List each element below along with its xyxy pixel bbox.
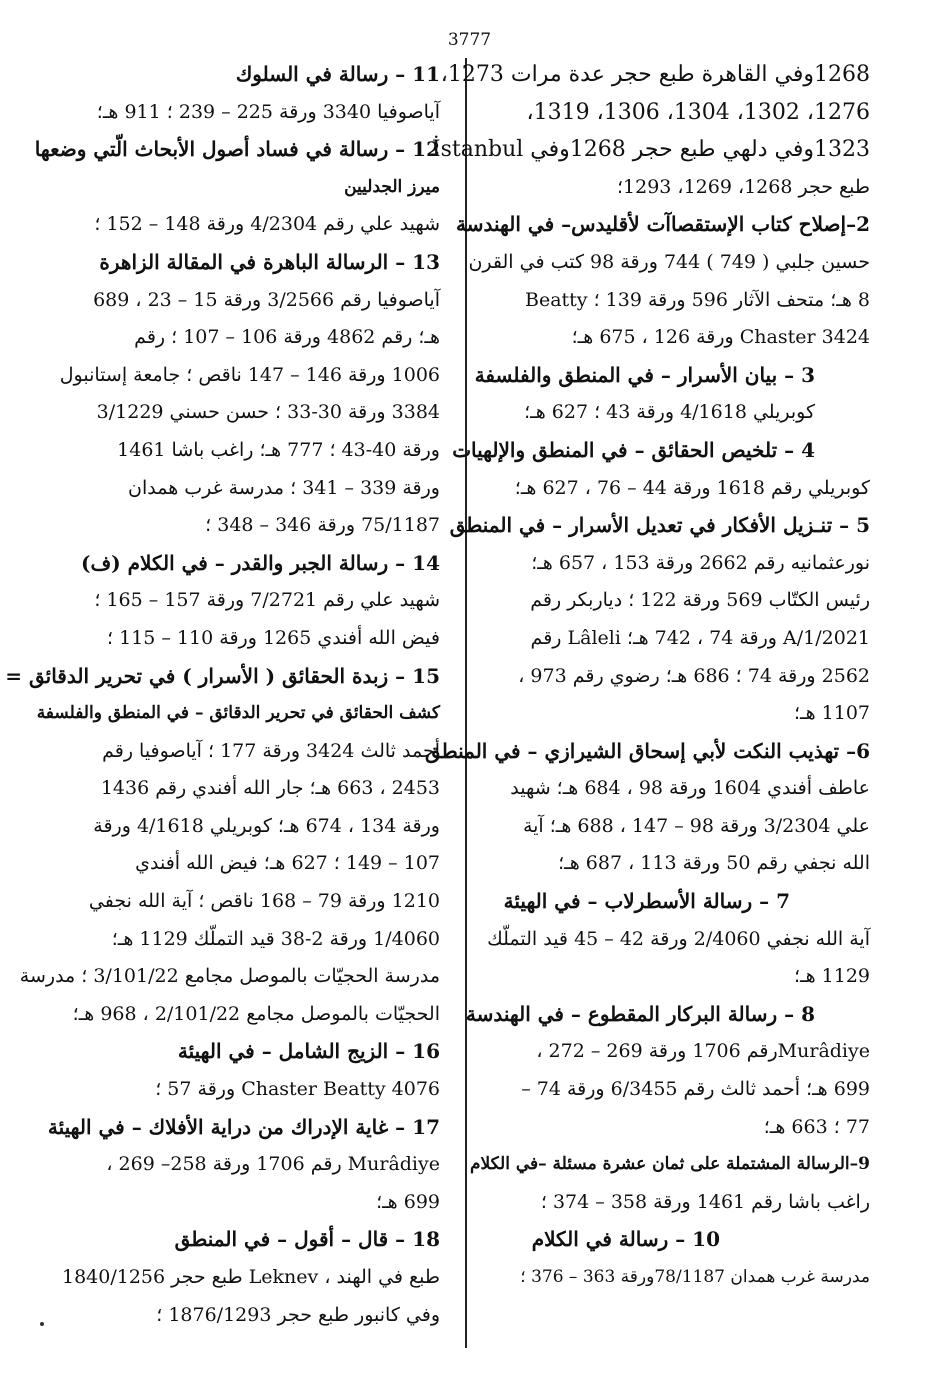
text-line: 1/4060 ورقة 2-38 قيد التملّك 1129 هـ؛: [111, 927, 440, 950]
text-line: Murâdiyeرقم 1706 ورقة 269 – 272 ،: [536, 1040, 870, 1063]
text-line: كوبريلي رقم 1618 ورقة 44 – 76 ، 627 هـ؛: [514, 476, 870, 499]
right-column: [425, 56, 870, 1297]
text-line: فيض الله أفندي 1265 ورقة 110 – 115 ؛: [107, 626, 440, 649]
text-line: 75/1187 ورقة 346 – 348 ؛: [205, 514, 440, 537]
text-line: 1006 ورقة 146 – 147 ناقص ؛ جامعة إستانبول: [59, 363, 440, 386]
text-line: 8 هـ؛ متحف الآثار 596 ورقة 139 ؛ Beatty: [525, 288, 870, 311]
text-line: 1107 هـ؛: [793, 702, 870, 725]
entry-heading: 11 – رسالة في السلوك: [235, 62, 440, 86]
text-line: 77 ؛ 663 هـ؛: [763, 1115, 870, 1138]
entry-heading: 2–إصلاح كتاب الإستقصاآت لأقليدس– في الهندسة: [456, 212, 870, 237]
text-line: 1210 ورقة 79 – 168 ناقص ؛ آية الله نجفي: [88, 890, 440, 913]
text-line: 1129 هـ؛: [793, 965, 870, 988]
text-line: آياصوفيا 3340 ورقة 225 – 239 ؛ 911 هـ؛: [96, 100, 440, 123]
entry-heading: 10 – رسالة في الكلام: [531, 1227, 720, 1252]
text-line: 699 هـ؛: [376, 1190, 440, 1213]
text-line: حسين جلبي ( 749 ) 744 ورقة 98 كتب في القرن: [468, 250, 870, 273]
entry-heading: 4 – تلخيص الحقائق – في المنطق والإلهيات: [452, 437, 815, 462]
text-line: رئيس الكتّاب 569 ورقة 122 ؛ دياربكر رقم: [530, 589, 870, 612]
text-line: Murâdiye رقم 1706 ورقة 258– 269 ،: [106, 1153, 440, 1176]
text-line: طبع حجر 1268، 1269، 1293؛: [616, 175, 870, 198]
text-line: 4076 Chaster Beatty ورقة 57 ؛: [155, 1078, 440, 1101]
column-divider: [465, 58, 467, 1348]
entry-heading: 8 – رسالة البركار المقطوع – في الهندسة: [465, 1001, 815, 1026]
text-line: الحجيّات بالموصل مجامع 2/101/22 ، 968 هـ؛: [72, 1002, 440, 1025]
text-line: 2453 ، 663 هـ؛ جار الله أفندي رقم 1436: [100, 777, 440, 800]
text-line: عاطف أفندي 1604 ورقة 98 ، 684 هـ؛ شهيد: [510, 777, 870, 800]
entry-heading: 18 – قال – أقول – في المنطق: [174, 1227, 440, 1252]
text-line: 1268وفي القاهرة طبع حجر عدة مرات 1273،: [440, 62, 870, 87]
text-line: 1/2021/A ورقة 74 ، 742 هـ؛ Lâleli رقم: [530, 626, 870, 649]
text-line: شهيد علي رقم 7/2721 ورقة 157 – 165 ؛: [94, 589, 440, 612]
text-line: هـ؛ رقم 4862 ورقة 106 – 107 ؛ رقم: [134, 326, 440, 349]
entry-heading: 14 – رسالة الجبر والقدر – في الكلام (ف): [81, 550, 440, 575]
entry-heading: 3 – بيان الأسرار – في المنطق والفلسفة: [474, 362, 815, 387]
text-line: 3384 ورقة 30-33 ؛ حسن حسني 3/1229: [96, 401, 440, 424]
text-line: علي 3/2304 ورقة 98 – 147 ، 688 هـ؛ آية: [522, 814, 870, 837]
text-line: آياصوفيا رقم 3/2566 ورقة 15 – 23 ، 689: [93, 288, 440, 311]
text-line: ورقة 40-43 ؛ 777 هـ؛ راغب باشا 1461: [117, 438, 440, 461]
text-line: مدرسة غرب همدان 78/1187ورقة 363 – 376 ؛: [520, 1267, 870, 1287]
entry-heading-continued: ميرز الجدليين: [344, 176, 440, 197]
entry-heading-continued: كشف الحقائق في تحرير الدقائق – في المنطق والفلسفة: [36, 703, 440, 724]
entry-heading: 13 – الرسالة الباهرة في المقالة الزاهرة: [99, 249, 440, 274]
text-line: كوبريلي 4/1618 ورقة 43 ؛ 627 هـ؛: [524, 401, 815, 424]
text-line: ورقة 134 ، 674 هـ؛ كوبريلي 4/1618 ورقة: [93, 814, 440, 837]
entry-heading: 16 – الزيج الشامل – في الهيئة: [177, 1039, 440, 1064]
text-line: 107 – 149 ؛ 627 هـ؛ فيض الله أفندي: [135, 852, 440, 875]
text-line: 699 هـ؛ أحمد ثالث رقم 6/3455 ورقة 74 –: [521, 1078, 870, 1101]
text-line: مدرسة الحجيّات بالموصل مجامع 3/101/22 ؛ مدرسة: [19, 965, 440, 988]
entry-heading: 12 – رسالة في فساد أصول الأبحاث الّتي وضعها: [34, 137, 440, 162]
text-line: 1276، 1302، 1304، 1306، 1319،: [526, 99, 870, 125]
entry-heading: 6– تهذيب النكت لأبي إسحاق الشيرازي – في المنطق: [425, 738, 870, 763]
text-line: 3424 Chaster ورقة 126 ، 675 هـ؛: [571, 326, 870, 349]
text-line: راغب باشا رقم 1461 ورقة 358 – 374 ؛: [540, 1190, 870, 1213]
text-line: ورقة 339 – 341 ؛ مدرسة غرب همدان: [128, 476, 440, 499]
entry-heading: 15 – زبدة الحقائق ( الأسرار ) في تحرير الدقائق =: [5, 663, 440, 688]
scan-speck: [40, 1322, 44, 1326]
entry-heading: 9–الرسالة المشتملة على ثمان عشرة مسئلة –في الكلام: [469, 1154, 870, 1175]
text-line: نورعثمانيه رقم 2662 ورقة 153 ، 657 هـ؛: [531, 551, 870, 574]
text-line: وفي كانبور طبع حجر 1876/1293 ؛: [156, 1303, 440, 1326]
text-line: آية الله نجفي 2/4060 ورقة 42 – 45 قيد التملّك: [487, 927, 870, 950]
text-line: شهيد علي رقم 4/2304 ورقة 148 – 152 ؛: [94, 213, 440, 236]
page-number: 3777: [447, 30, 492, 50]
text-line: أحمد ثالث 3424 ورقة 177 ؛ آياصوفيا رقم: [102, 739, 440, 762]
text-line: الله نجفي رقم 50 ورقة 113 ، 687 هـ؛: [558, 852, 870, 875]
text-line: طبع في الهند ، Leknev طبع حجر 1840/1256: [61, 1266, 440, 1288]
text-line: 1323وفي دلهي طبع حجر 1268وفي İstanbul: [431, 137, 870, 163]
entry-heading: 17 – غاية الإدراك من دراية الأفلاك – في الهيئة: [47, 1114, 440, 1139]
left-column: [5, 56, 440, 1334]
entry-heading: 5 – تنـزيل الأفكار في تعديل الأسرار – في المنطق: [449, 513, 870, 538]
entry-heading: 7 – رسالة الأسطرلاب – في الهيئة: [503, 889, 790, 914]
text-line: 2562 ورقة 74 ؛ 686 هـ؛ رضوي رقم 973 ،: [518, 664, 870, 687]
